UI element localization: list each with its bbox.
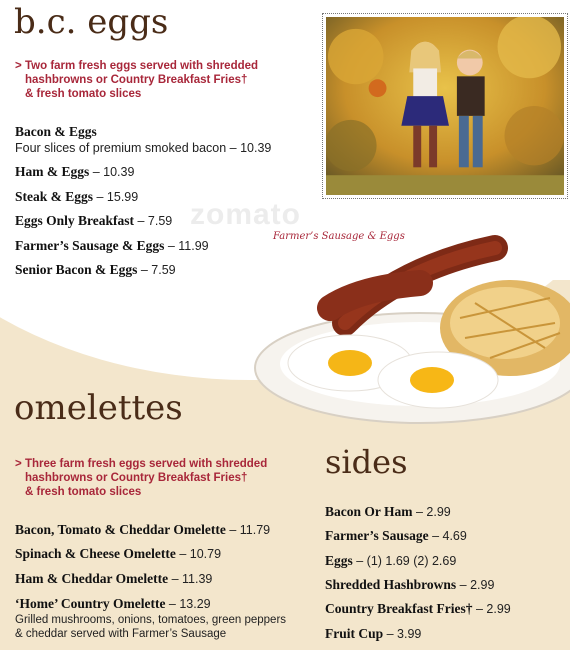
item-name: Spinach & Cheese Omelette xyxy=(15,546,176,561)
side-item-farmers-sausage xyxy=(325,528,467,544)
eggs-intro-line: hashbrowns or Country Breakfast Fries† xyxy=(25,74,248,86)
item-price: – 13.29 xyxy=(165,597,211,611)
sides-section-title: sides xyxy=(325,443,408,481)
item-name: Bacon, Tomato & Cheddar Omelette xyxy=(15,522,226,537)
menu-item-senior-bacon-eggs xyxy=(15,262,176,278)
breakfast-plate-illustration xyxy=(250,228,570,428)
menu-item-ham-cheddar-omelette xyxy=(15,571,212,587)
item-name: Senior Bacon & Eggs xyxy=(15,262,138,277)
menu-item-bacon-tomato-omelette xyxy=(15,522,270,538)
item-name: Ham & Eggs xyxy=(15,164,90,179)
children-autumn-photo xyxy=(326,17,564,195)
menu-item-spinach-cheese-omelette xyxy=(15,546,221,562)
side-item-eggs xyxy=(325,553,456,569)
item-price: – 2.99 xyxy=(456,578,495,592)
omelettes-intro xyxy=(15,457,267,499)
side-item-country-breakfast-fries xyxy=(325,601,511,617)
item-price: – 10.79 xyxy=(175,547,222,561)
item-price: – 11.99 xyxy=(164,239,209,253)
item-name: ‘Home’ Country Omelette xyxy=(15,596,166,611)
omelettes-intro-line: > Three farm fresh eggs served with shredded xyxy=(15,457,267,471)
menu-item-ham-eggs xyxy=(15,164,134,180)
item-name: Eggs xyxy=(325,553,353,568)
eggs-section-title: b.c. eggs xyxy=(14,2,169,42)
eggs-intro-line: > Two farm fresh eggs served with shredded xyxy=(15,59,258,73)
item-price: – 2.99 xyxy=(472,602,511,616)
zomato-watermark: zomato xyxy=(190,198,301,231)
menu-item-steak-eggs xyxy=(15,189,138,205)
side-item-shredded-hashbrowns xyxy=(325,577,494,593)
omelettes-intro-line: & fresh tomato slices xyxy=(25,486,142,498)
menu-item-bacon-eggs xyxy=(15,124,97,140)
description-line: & cheddar served with Farmer’s Sausage xyxy=(15,628,227,640)
eggs-intro xyxy=(15,59,258,101)
description-line: Grilled mushrooms, onions, tomatoes, green peppers xyxy=(15,614,287,626)
item-name: Bacon & Eggs xyxy=(15,124,97,139)
omelettes-intro-line: hashbrowns or Country Breakfast Fries† xyxy=(25,472,248,484)
item-price: – 11.39 xyxy=(168,572,213,586)
side-item-fruit-cup xyxy=(325,626,421,642)
item-price: – 4.69 xyxy=(428,529,467,543)
item-price: – 2.99 xyxy=(412,505,451,519)
item-price: – 15.99 xyxy=(93,190,139,204)
menu-item-farmers-sausage-eggs xyxy=(15,238,209,254)
item-name: Ham & Cheddar Omelette xyxy=(15,571,169,586)
item-name: Bacon Or Ham xyxy=(325,504,413,519)
item-price: – 3.99 xyxy=(383,627,422,641)
bacon-eggs-description: Four slices of premium smoked bacon – 10.39 xyxy=(15,141,272,155)
menu-item-home-country-omelette xyxy=(15,596,211,612)
item-name: Shredded Hashbrowns xyxy=(325,577,457,592)
item-name: Farmer’s Sausage & Eggs xyxy=(15,238,165,253)
item-name: Farmer’s Sausage xyxy=(325,528,429,543)
item-price: – 10.39 xyxy=(89,165,135,179)
item-name: Eggs Only Breakfast xyxy=(15,213,135,228)
item-price: – 11.79 xyxy=(225,523,271,537)
menu-item-eggs-only xyxy=(15,213,172,229)
item-name: Country Breakfast Fries† xyxy=(325,601,473,616)
omelettes-section-title: omelettes xyxy=(14,388,183,428)
item-price: – 7.59 xyxy=(137,263,176,277)
item-price: – 7.59 xyxy=(134,214,173,228)
photo-caption: Farmer’s Sausage & Eggs xyxy=(273,231,405,242)
side-item-bacon-or-ham xyxy=(325,504,451,520)
eggs-intro-line: & fresh tomato slices xyxy=(25,88,142,100)
item-name: Steak & Eggs xyxy=(15,189,94,204)
item-price: – (1) 1.69 (2) 2.69 xyxy=(352,554,457,568)
home-omelette-description xyxy=(15,613,286,641)
item-name: Fruit Cup xyxy=(325,626,384,641)
photo-frame xyxy=(322,13,568,199)
